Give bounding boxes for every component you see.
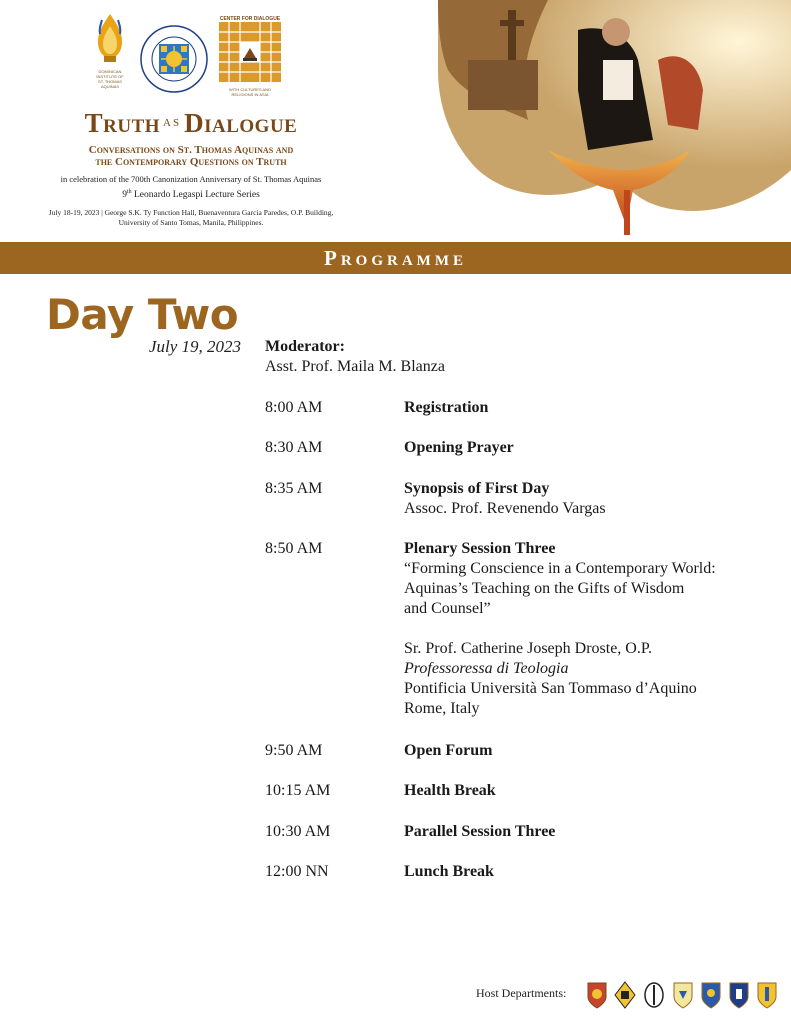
schedule-time: 8:00 AM [265,399,323,416]
ust-seal-icon [139,24,209,94]
speaker-role: Professoressa di Teologia [404,660,569,677]
speaker-affiliation: Pontificia Università San Tommaso d’Aquino [404,680,697,697]
schedule-time: 8:30 AM [265,439,323,456]
cfd-caption-sub: WITH CULTURES AND RELIGIONS IN ASIA [229,87,271,97]
center-for-dialogue-logo [219,16,281,97]
programme-label: Programme [324,246,467,270]
schedule-time: 8:50 AM [265,540,323,557]
saint-flame-artwork-icon [428,0,791,242]
ost-logo [92,12,128,89]
day-date: July 19, 2023 [148,337,241,356]
cfd-caption-title: CENTER FOR DIALOGUE [219,16,281,22]
moderator-name: Asst. Prof. Maila M. Blanza [265,358,445,375]
schedule-title: Opening Prayer [404,439,514,456]
flame-icon [92,12,128,64]
lecture-ordinal: th [126,189,132,195]
event-subtitle [0,144,382,168]
title-word-dialogue: Dialogue [184,108,298,138]
header-artwork [428,0,791,242]
event-title [0,108,382,139]
schedule-title: Registration [404,399,489,416]
schedule-title: Open Forum [404,742,493,759]
header [0,0,791,242]
dept-seal-2-icon [614,981,636,1009]
ost-caption-line1: DOMINICAN INSTITUTE OF [96,69,124,79]
schedule-title: Lunch Break [404,863,494,880]
talk-title-line3: and Counsel” [404,600,491,617]
host-departments-label: Host Departments: [476,986,567,1000]
talk-title-line2: Aquinas’s Teaching on the Gifts of Wisdom [404,580,685,597]
subtitle-line2: the Contemporary Questions on Truth [95,156,287,168]
schedule-title: Health Break [404,782,496,799]
schedule-title: Synopsis of First Day [404,480,550,497]
schedule-title: Parallel Session Three [404,823,556,840]
talk-title-line1: “Forming Conscience in a Contemporary World: [404,560,716,577]
speaker-location: Rome, Italy [404,700,480,717]
ost-caption-line2: ST. THOMAS [98,79,122,84]
dept-seal-3-icon [643,981,665,1009]
lecture-name: Leonardo Legaspi Lecture Series [131,190,260,201]
moderator-label: Moderator: [265,338,345,355]
ust-seal [139,24,209,94]
venue-info [0,208,382,228]
moderator-block [265,337,445,377]
title-word-truth: Truth [84,108,161,138]
lecture-series [0,189,382,200]
schedule-speaker: Assoc. Prof. Revenendo Vargas [404,500,606,517]
subtitle-line1: Conversations on St. Thomas Aquinas and [88,144,294,156]
venue-line1: July 18-19, 2023 | George S.K. Ty Function Hall, Buenaventura Garcia Paredes, O.P. Building, [48,208,334,217]
dept-seal-4-icon [672,981,694,1009]
dept-seal-1-icon [586,981,608,1009]
schedule-title: Plenary Session Three [404,540,556,557]
title-word-as: AS [163,117,182,129]
schedule-time: 9:50 AM [265,742,323,759]
ost-caption-line3: AQUINAS [100,84,119,89]
schedule-time: 12:00 NN [265,863,329,880]
schedule-time: 8:35 AM [265,480,323,497]
dept-seal-5-icon [700,981,722,1009]
spacer [404,619,754,639]
dept-seal-6-icon [728,981,750,1009]
day-title: Day Two [46,290,239,339]
schedule-speaker: Sr. Prof. Catherine Joseph Droste, O.P. [404,640,652,657]
lecture-number: 9 [122,190,127,201]
dialogue-grid-icon [219,22,281,82]
dept-seal-7-icon [756,981,778,1009]
venue-line2: University of Santo Tomas, Manila, Philippines. [118,218,264,227]
celebration-line: in celebration of the 700th Canonization Anniversary of St. Thomas Aquinas [60,174,322,184]
schedule-time: 10:30 AM [265,823,331,840]
schedule-time: 10:15 AM [265,782,331,799]
